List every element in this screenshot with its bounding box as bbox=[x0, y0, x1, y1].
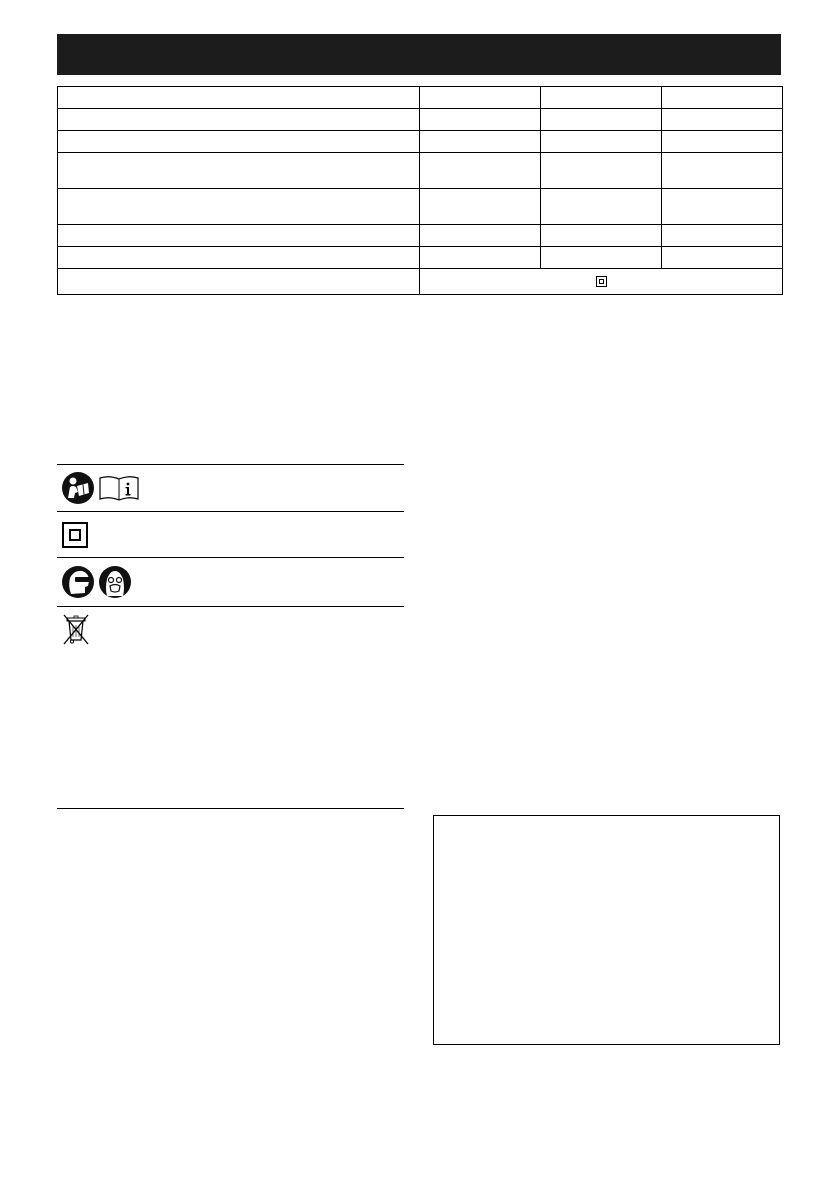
table-cell bbox=[541, 109, 662, 131]
table-cell bbox=[420, 247, 541, 269]
table-row bbox=[58, 87, 783, 109]
table-row bbox=[58, 131, 783, 153]
symbol-row bbox=[57, 464, 404, 511]
table-cell bbox=[58, 109, 420, 131]
eye-protection-icon bbox=[62, 566, 94, 598]
table-cell bbox=[58, 247, 420, 269]
table-cell bbox=[541, 87, 662, 109]
table-cell bbox=[541, 131, 662, 153]
info-book-icon bbox=[99, 475, 139, 501]
notice-box bbox=[433, 815, 780, 1045]
symbols-list bbox=[57, 464, 404, 659]
table-row bbox=[58, 247, 783, 269]
table-row bbox=[58, 189, 783, 225]
table-cell bbox=[541, 247, 662, 269]
table-cell bbox=[662, 153, 783, 189]
section-divider bbox=[57, 808, 404, 809]
table-cell bbox=[420, 109, 541, 131]
specifications-table bbox=[57, 86, 783, 295]
table-cell bbox=[420, 189, 541, 225]
section-title-bar bbox=[57, 34, 781, 75]
table-cell bbox=[58, 153, 420, 189]
table-cell bbox=[541, 225, 662, 247]
table-cell bbox=[58, 225, 420, 247]
symbol-row bbox=[57, 557, 404, 606]
table-cell bbox=[662, 225, 783, 247]
table-row bbox=[58, 153, 783, 189]
table-cell bbox=[420, 153, 541, 189]
table-cell bbox=[420, 269, 783, 295]
symbol-row bbox=[57, 606, 404, 659]
table-cell bbox=[662, 247, 783, 269]
table-cell bbox=[420, 225, 541, 247]
table-cell bbox=[662, 189, 783, 225]
symbol-row bbox=[57, 511, 404, 557]
table-cell bbox=[58, 189, 420, 225]
crossed-out-wheelie-bin-icon bbox=[62, 613, 90, 645]
table-cell bbox=[662, 87, 783, 109]
table-cell bbox=[58, 269, 420, 295]
table-row bbox=[58, 109, 783, 131]
table-cell bbox=[541, 189, 662, 225]
table-row bbox=[58, 269, 783, 295]
table-cell bbox=[420, 131, 541, 153]
dust-mask-icon bbox=[99, 566, 131, 598]
table-row bbox=[58, 225, 783, 247]
table-cell bbox=[541, 153, 662, 189]
double-insulation-icon bbox=[62, 522, 88, 548]
read-manual-person-icon bbox=[62, 472, 94, 504]
table-cell bbox=[58, 131, 420, 153]
table-cell bbox=[58, 87, 420, 109]
table-cell bbox=[662, 109, 783, 131]
class-ii-double-insulation-icon bbox=[596, 276, 607, 287]
table-cell bbox=[420, 87, 541, 109]
table-cell bbox=[662, 131, 783, 153]
